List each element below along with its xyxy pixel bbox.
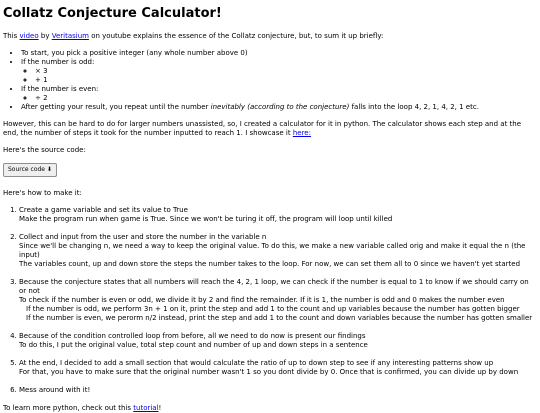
step-5 — [19, 359, 537, 377]
outro-text-2: ! — [158, 404, 162, 412]
howto-label: Here's how to make it: — [3, 189, 82, 197]
odd-ops-list — [21, 67, 537, 85]
veritasium-link[interactable]: Veritasium — [51, 32, 89, 40]
rule-even — [21, 85, 537, 103]
step-3-line-1: To check if the number is even or odd, we divide it by 2 and find the remainder. If it is 1, the number is odd and 0 makes the number even — [19, 296, 505, 304]
step-1 — [19, 206, 537, 224]
rules-list — [3, 49, 537, 112]
intro-text-1: This — [3, 32, 20, 40]
step-6 — [19, 386, 537, 395]
odd-op-multiply: ◦ × 3 — [35, 67, 537, 76]
video-link[interactable]: video — [19, 32, 39, 40]
tutorial-link[interactable]: tutorial — [133, 404, 159, 412]
step-2 — [19, 233, 537, 269]
step-3-title: 3. Because the conjecture states that all numbers will reach the 4, 2, 1 loop, we can check if the number is equal to 1 to know if we should carry on or not — [19, 278, 529, 295]
step-2-title: 2. Collect and input from the user and store the number in the variable n — [19, 233, 267, 241]
outro-paragraph — [3, 404, 537, 413]
step-3-subline-2: If the number is even, we perorm n/2 instead, print the step and add 1 to the count and down variables because the number has gotten smaller — [26, 314, 533, 322]
step-3 — [19, 278, 537, 323]
calculator-paragraph — [3, 120, 537, 138]
step-2-line-2: The variables count, up and down store the steps the number takes to the loop. For now, we can set them all to 0 since we haven't yet started — [19, 260, 521, 268]
steps-list — [3, 206, 537, 395]
source-label: Here's the source code: — [3, 146, 86, 154]
even-op-divide: ◦ ÷ 2 — [35, 94, 537, 103]
rule-even-label: If the number is even: — [21, 85, 99, 93]
step-6-title: 6. Mess around with it! — [19, 386, 91, 394]
step-4 — [19, 332, 537, 350]
outro-text-1: To learn more python, check out this — [3, 404, 134, 412]
step-5-line-1: For that, you have to make sure that the original number wasn't 1 so you dont divide by 0. Once that is confirmed, you can divide up by down — [19, 368, 519, 376]
rule-repeat — [21, 103, 537, 112]
rule-odd — [21, 58, 537, 85]
intro-paragraph — [3, 32, 537, 41]
page-title: Collatz Conjecture Calculator! — [3, 6, 222, 21]
rule-repeat-emphasis: inevitably (according to the conjecture) — [210, 103, 350, 111]
showcase-link[interactable]: here: — [292, 129, 311, 137]
step-1-title: 1. Create a game variable and set its value to True — [19, 206, 188, 214]
odd-op-add: ◦ + 1 — [35, 76, 537, 85]
step-5-title: 5. At the end, I decided to add a small section that would calculate the ratio of up to down step to see if any interesting patterns show up — [19, 359, 494, 367]
step-4-title: 4. Because of the condition controlled loop from before, all we need to do now is present our findings — [19, 332, 366, 340]
step-1-line-1: Make the program run when game is True. Since we won't be turing it off, the program will loop until killed — [19, 215, 393, 223]
rule-repeat-post: falls into the loop 4, 2, 1, 4, 2, 1 etc. — [349, 103, 479, 111]
step-4-line-1: To do this, I put the original value, total step count and number of up and down steps in a sentence — [19, 341, 368, 349]
source-code-button[interactable]: Source code ⬇ — [3, 163, 57, 177]
step-2-line-1: Since we'll be changing n, we need a way to keep the original value. To do this, we make a new variable called orig and make it equal the n (the input) — [19, 242, 526, 259]
even-ops-list — [21, 94, 537, 103]
rule-repeat-pre: After getting your result, you repeat until the number — [21, 103, 211, 111]
intro-text-2: by — [38, 32, 52, 40]
intro-text-3: on youtube explains the essence of the Collatz conjecture, but, to sum it up briefly: — [88, 32, 384, 40]
calculator-text: However, this can be hard to do for larger numbers unassisted, so, I created a calculator for it in python. The calculator shows each step and at the end, the number of steps it took for the number inputted to reach 1. I showcase it — [3, 120, 522, 137]
rule-odd-label: If the number is odd: — [21, 58, 95, 66]
rule-start: • To start, you pick a positive integer (any whole number above 0) — [21, 49, 537, 58]
step-3-subline-1: If the number is odd, we perform 3n + 1 on it, print the step and add 1 to the count and up variables because the number has gotten bigger — [26, 305, 520, 313]
